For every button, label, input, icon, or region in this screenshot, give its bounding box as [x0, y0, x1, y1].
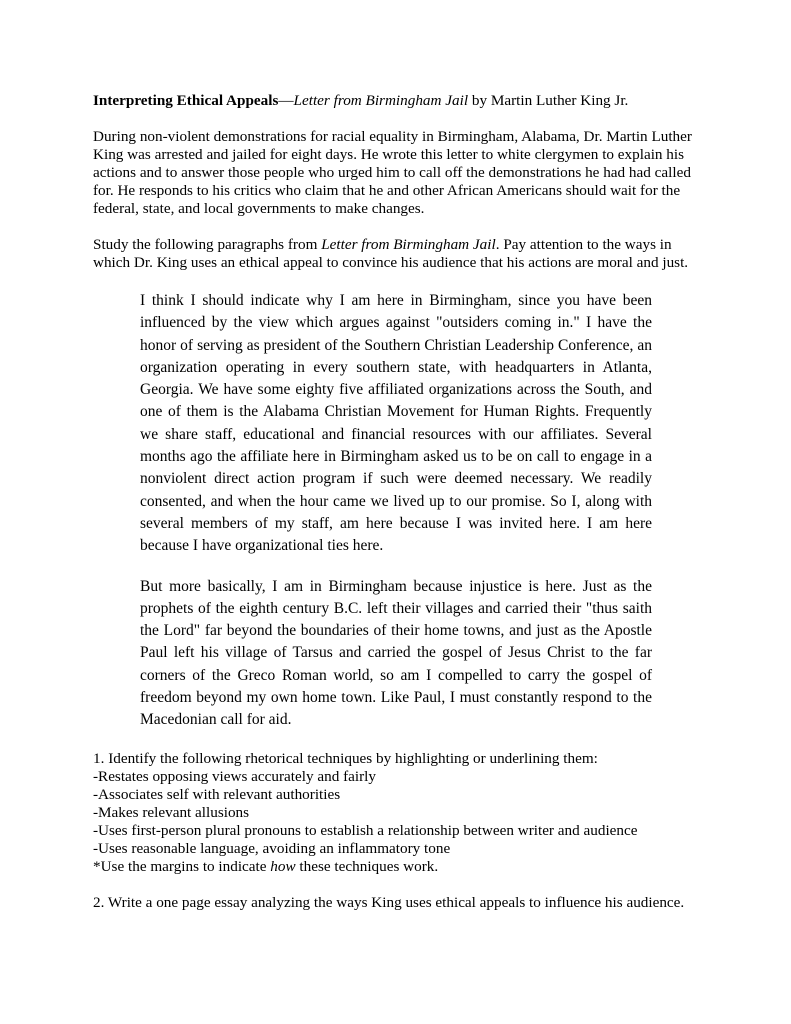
- quote-paragraph-1: I think I should indicate why I am here in Birmingham, since you have been influenced by the view which argues against "outsiders coming in." I have the honor of serving as president of the Southern Christian Leadership Conference, an organization operating in every southern state, with headquarters in Atlanta, Georgia. We have some eighty five affiliated organizations across the South, and one of them is the Alabama Christian Movement for Human Rights. Frequently we share staff, educational and financial resources with our affiliates. Several months ago the affiliate here in Birmingham asked us to be on call to engage in a nonviolent direct action program if such were deemed necessary. We readily consented, and when the hour came we lived up to our promise. So I, along with several members of my staff, am here because I was invited here. I am here because I have organizational ties here.: [140, 292, 652, 555]
- question-2: 2. Write a one page essay analyzing the ways King uses ethical appeals to influence his audience.: [93, 893, 685, 911]
- quote-paragraph-2: But more basically, I am in Birmingham because injustice is here. Just as the prophets of the eighth century B.C. left their villages and carried their "thus saith the Lord" far beyond the boundaries of their home towns, and just as the Apostle Paul left his village of Tarsus and carried the gospel of Jesus Christ to the far corners of the Greco Roman world, so am I compelled to carry the gospel of freedom beyond my own home town. Like Paul, I must constantly respond to the Macedonian call for aid.: [140, 577, 652, 729]
- question-1: [93, 750, 705, 876]
- margin-note-em: how: [270, 857, 296, 875]
- margin-note: [93, 858, 705, 876]
- margin-note-before: *Use the margins to indicate: [93, 857, 271, 875]
- technique-item: -Uses first-person plural pronouns to establish a relationship between writer and audience: [93, 821, 638, 839]
- title-bold: Interpreting Ethical Appeals: [93, 92, 279, 109]
- technique-item: -Restates opposing views accurately and fairly: [93, 767, 376, 785]
- title-dash: —: [278, 92, 294, 109]
- technique-item: -Uses reasonable language, avoiding an inflammatory tone: [93, 839, 451, 857]
- study-work: Letter from Birmingham Jail: [321, 236, 496, 253]
- title-work: Letter from Birmingham Jail: [293, 92, 469, 109]
- intro-paragraph: During non-violent demonstrations for racial equality in Birmingham, Alabama, Dr. Martin Luther King was arrested and jailed for eight days. He wrote this letter to white clergymen to explain his actions and to answer those people who urged him to call off the demonstrations he had had called for. He responds to his critics who claim that he and other African Americans should wait for the federal, state, and local governments to make changes.: [93, 128, 692, 217]
- study-before: Study the following paragraphs from: [93, 236, 322, 253]
- technique-item: -Makes relevant allusions: [93, 803, 250, 821]
- question-1-prompt: 1. Identify the following rhetorical techniques by highlighting or underlining them:: [93, 749, 598, 767]
- technique-item: -Associates self with relevant authorities: [93, 785, 341, 803]
- document-page: [93, 92, 705, 912]
- title-author: by Martin Luther King Jr.: [468, 92, 629, 109]
- study-instructions: [93, 236, 705, 272]
- study-after: . Pay attention to the ways in which Dr. King uses an ethical appeal to convince his audience that his actions are moral and just.: [93, 236, 689, 271]
- document-title: [93, 92, 705, 110]
- margin-note-after: these techniques work.: [295, 857, 439, 875]
